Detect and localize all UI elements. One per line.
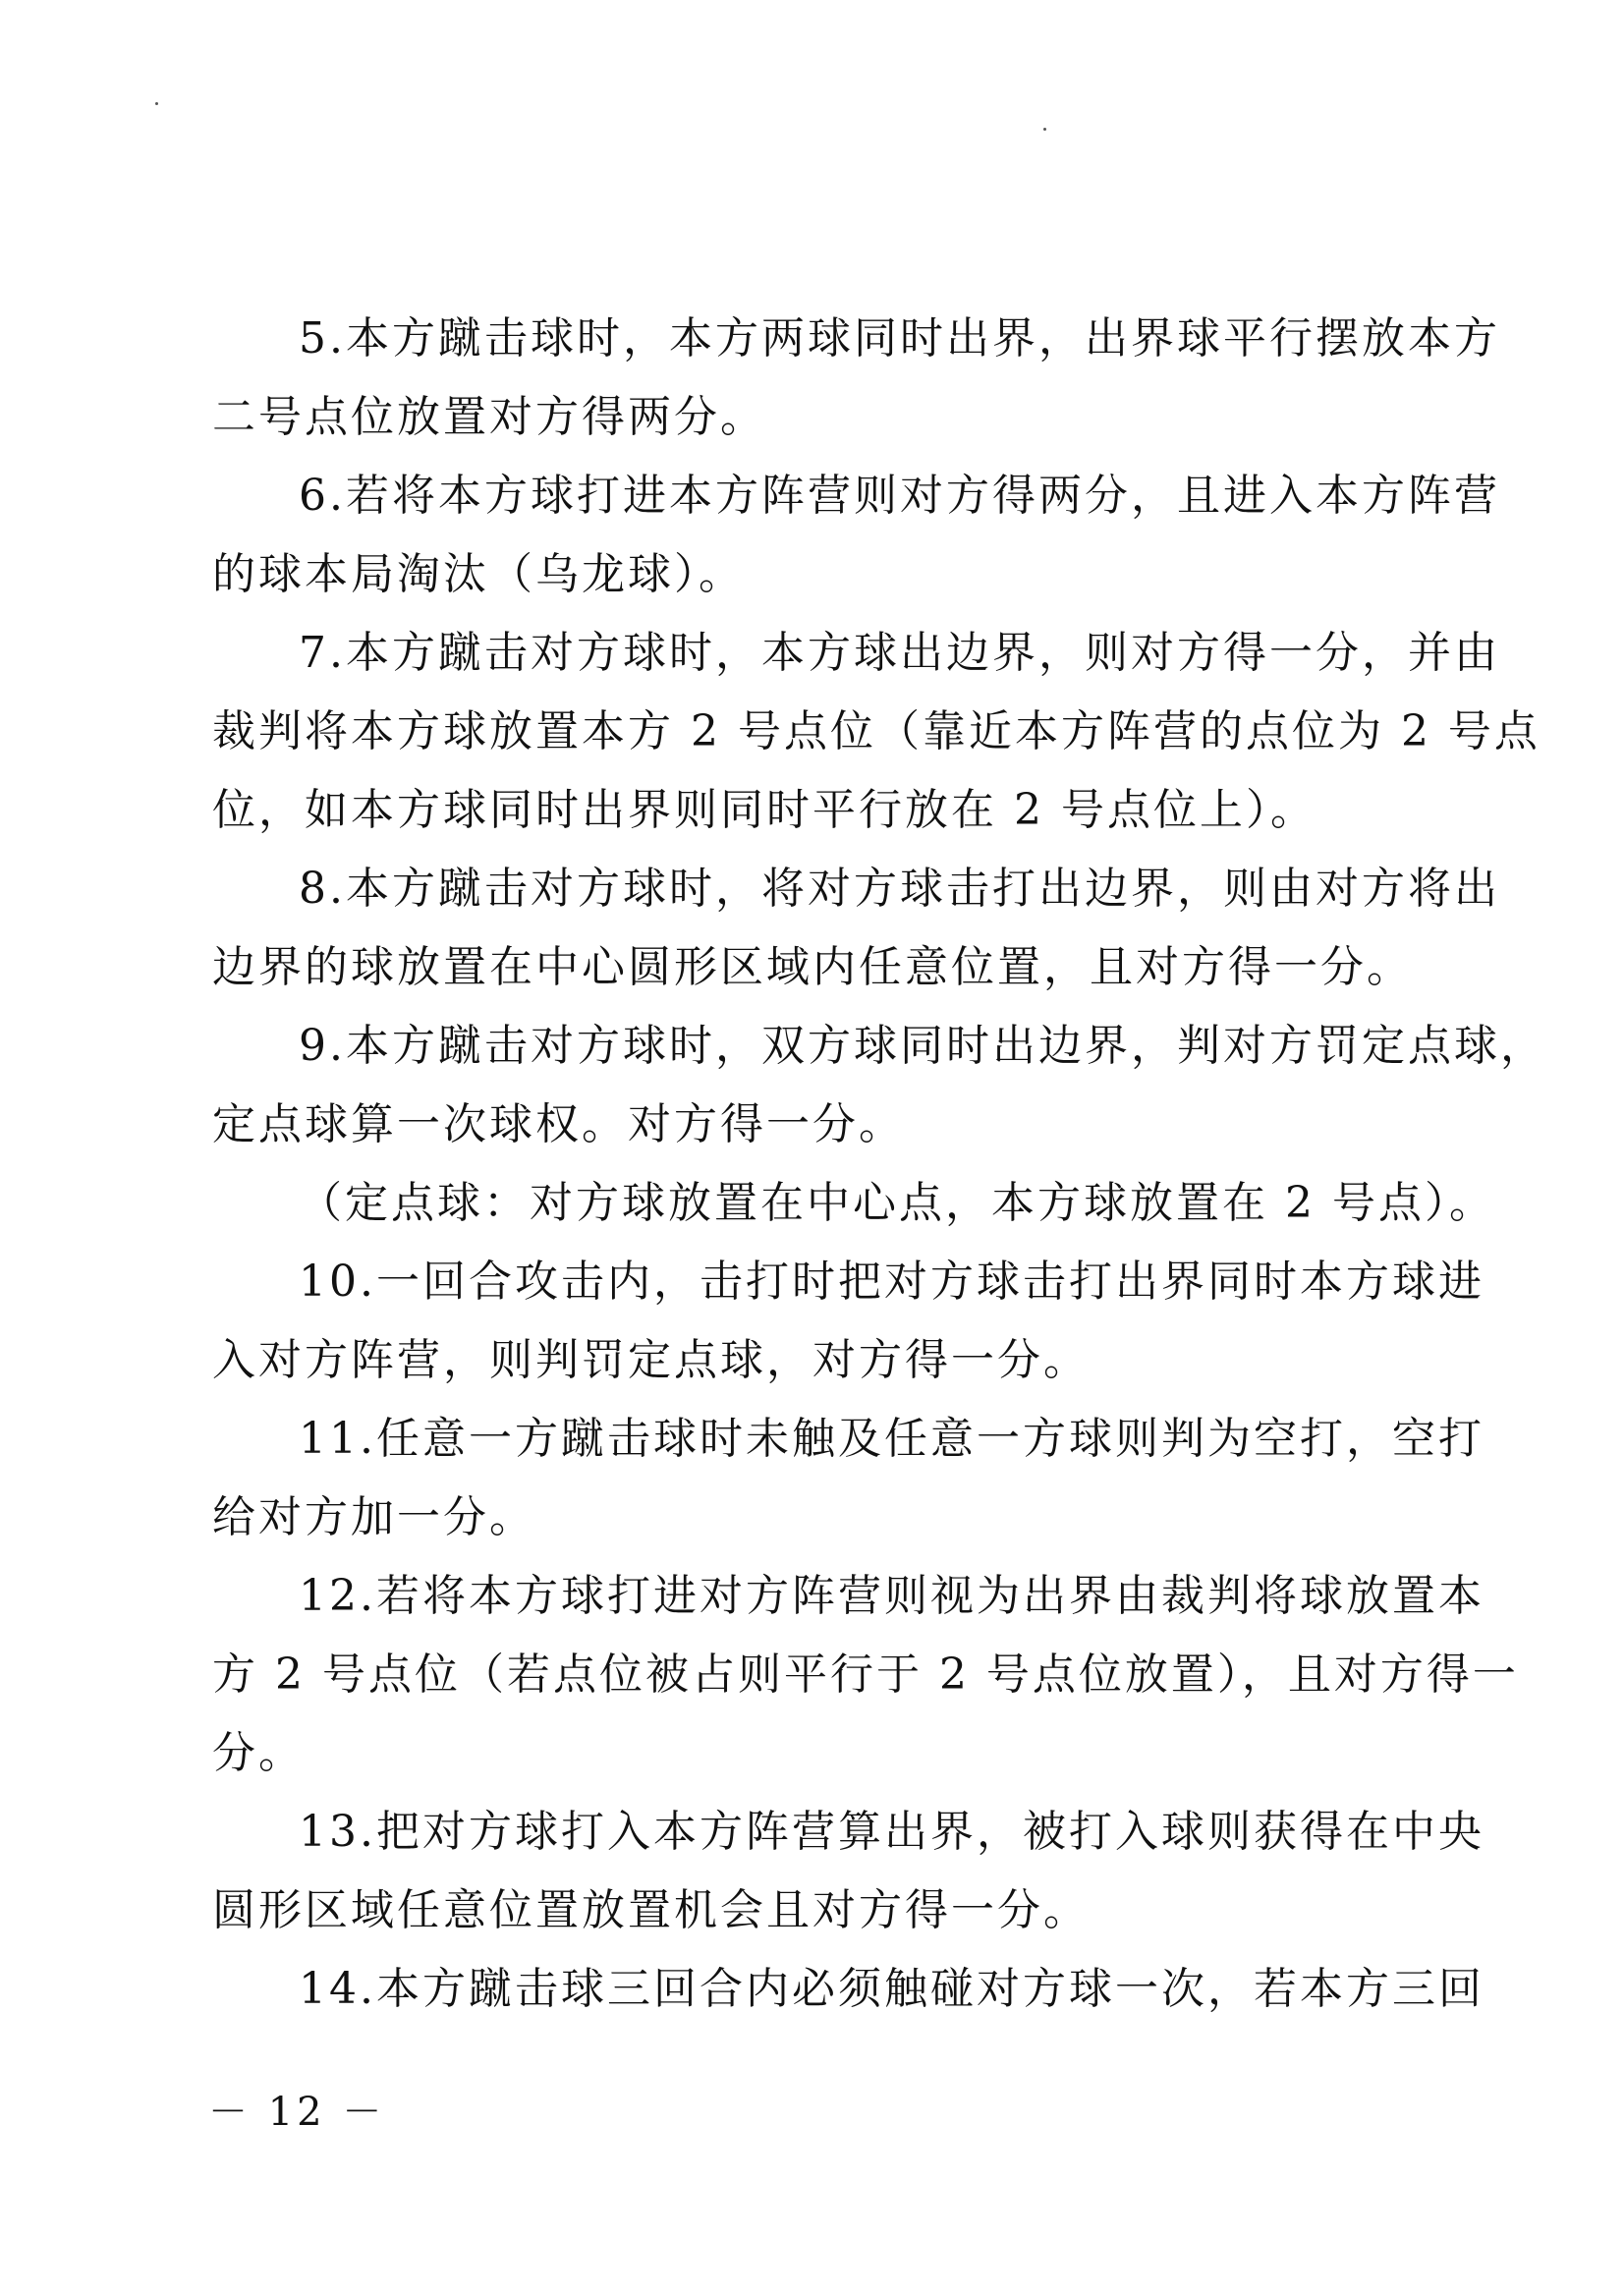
document-body	[212, 300, 1546, 2029]
paragraph-line: 分。	[212, 1728, 305, 1778]
paragraph-line: 11.任意一方蹴击球时未触及任意一方球则判为空打，空打	[299, 1414, 1484, 1464]
paragraph-line: 裁判将本方球放置本方 2 号点位（靠近本方阵营的点位为 2 号点	[212, 706, 1540, 756]
paragraph-line: 13.把对方球打入本方阵营算出界，被打入球则获得在中央	[299, 1807, 1484, 1857]
paragraph-line: （定点球：对方球放置在中心点，本方球放置在 2 号点）。	[299, 1178, 1495, 1228]
paragraph-line: 6.若将本方球打进本方阵营则对方得两分，且进入本方阵营	[299, 471, 1500, 521]
scan-speck	[155, 102, 158, 105]
paragraph-line: 给对方加一分。	[212, 1492, 535, 1542]
paragraph-line: 位，如本方球同时出界则同时平行放在 2 号点位上）。	[212, 785, 1316, 835]
paragraph-line: 入对方阵营，则判罚定点球，对方得一分。	[212, 1335, 1090, 1385]
paragraph-line: 8.本方蹴击对方球时，将对方球击打出边界，则由对方将出	[299, 864, 1500, 914]
page-number: － 12 －	[208, 2090, 386, 2135]
paragraph-line: 14.本方蹴击球三回合内必须触碰对方球一次，若本方三回	[299, 1964, 1484, 2014]
paragraph-line: 的球本局淘汰（乌龙球）。	[212, 549, 745, 599]
paragraph-line: 边界的球放置在中心圆形区域内任意位置，且对方得一分。	[212, 942, 1413, 992]
paragraph-line: 方 2 号点位（若点位被占则平行于 2 号点位放置），且对方得一	[212, 1649, 1519, 1700]
paragraph-line: 9.本方蹴击对方球时，双方球同时出边界，判对方罚定点球，	[299, 1021, 1546, 1071]
paragraph-line: 5.本方蹴击球时，本方两球同时出界，出界球平行摆放本方	[299, 313, 1500, 363]
paragraph-line: 7.本方蹴击对方球时，本方球出边界，则对方得一分，并由	[299, 628, 1500, 678]
paragraph-line: 二号点位放置对方得两分。	[212, 392, 766, 442]
paragraph-line: 12.若将本方球打进对方阵营则视为出界由裁判将球放置本	[299, 1571, 1484, 1621]
paragraph-line: 定点球算一次球权。对方得一分。	[212, 1099, 905, 1149]
paragraph-line: 10.一回合攻击内，击打时把对方球击打出界同时本方球进	[299, 1257, 1484, 1307]
paragraph-line: 圆形区域任意位置放置机会且对方得一分。	[212, 1885, 1090, 1935]
scan-speck	[1043, 128, 1046, 131]
